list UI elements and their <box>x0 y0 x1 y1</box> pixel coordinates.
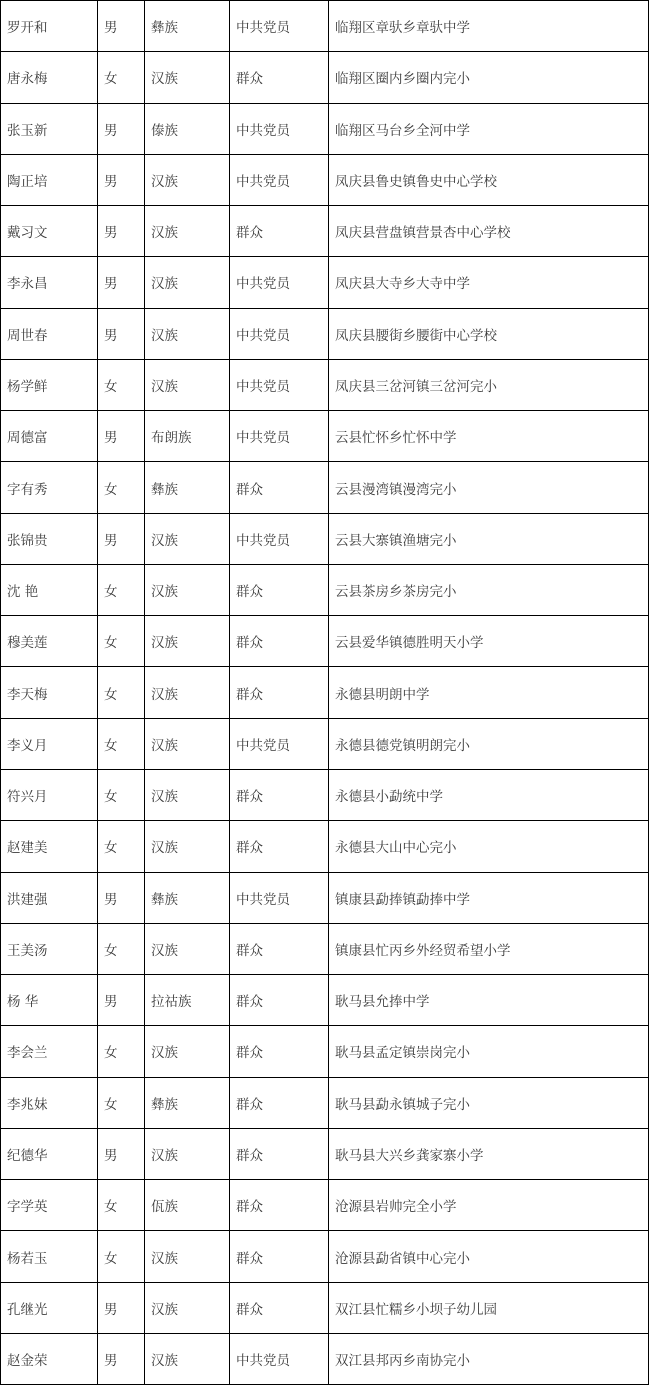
school-cell: 镇康县忙丙乡外经贸希望小学 <box>329 924 649 975</box>
school-cell: 双江县忙糯乡小坝子幼儿园 <box>329 1283 649 1334</box>
gender-cell: 女 <box>98 719 145 770</box>
ethnicity-cell: 汉族 <box>145 770 230 821</box>
table-row <box>1 821 649 872</box>
political-status-cell: 中共党员 <box>230 411 329 462</box>
political-status-cell: 中共党员 <box>230 873 329 924</box>
table-row <box>1 1129 649 1180</box>
political-status-cell: 群众 <box>230 1180 329 1231</box>
gender-cell: 男 <box>98 1283 145 1334</box>
school-cell: 云县漫湾镇漫湾完小 <box>329 462 649 513</box>
table-row <box>1 206 649 257</box>
gender-cell: 男 <box>98 514 145 565</box>
school-cell: 双江县邦丙乡南协完小 <box>329 1334 649 1385</box>
political-status-cell: 群众 <box>230 1078 329 1129</box>
gender-cell: 女 <box>98 1180 145 1231</box>
name-cell: 戴习文 <box>1 206 98 257</box>
political-status-cell: 群众 <box>230 616 329 667</box>
gender-cell: 女 <box>98 821 145 872</box>
school-cell: 耿马县允捧中学 <box>329 975 649 1026</box>
table-row <box>1 1 649 52</box>
political-status-cell: 中共党员 <box>230 719 329 770</box>
school-cell: 永德县大山中心完小 <box>329 821 649 872</box>
name-cell: 杨 华 <box>1 975 98 1026</box>
table-row <box>1 1283 649 1334</box>
ethnicity-cell: 汉族 <box>145 924 230 975</box>
gender-cell: 女 <box>98 667 145 718</box>
school-cell: 沧源县岩帅完全小学 <box>329 1180 649 1231</box>
table-row <box>1 770 649 821</box>
gender-cell: 男 <box>98 873 145 924</box>
political-status-cell: 中共党员 <box>230 360 329 411</box>
ethnicity-cell: 拉祜族 <box>145 975 230 1026</box>
gender-cell: 男 <box>98 1334 145 1385</box>
table-row <box>1 411 649 462</box>
school-cell: 凤庆县大寺乡大寺中学 <box>329 257 649 308</box>
name-cell: 李会兰 <box>1 1026 98 1077</box>
gender-cell: 女 <box>98 1078 145 1129</box>
name-cell: 张锦贵 <box>1 514 98 565</box>
name-cell: 陶正培 <box>1 155 98 206</box>
ethnicity-cell: 汉族 <box>145 360 230 411</box>
name-cell: 赵建美 <box>1 821 98 872</box>
name-cell: 唐永梅 <box>1 52 98 103</box>
gender-cell: 女 <box>98 1231 145 1282</box>
ethnicity-cell: 汉族 <box>145 616 230 667</box>
gender-cell: 男 <box>98 309 145 360</box>
political-status-cell: 群众 <box>230 462 329 513</box>
name-cell: 李义月 <box>1 719 98 770</box>
ethnicity-cell: 汉族 <box>145 514 230 565</box>
name-cell: 李永昌 <box>1 257 98 308</box>
table-row <box>1 1334 649 1385</box>
name-cell: 周德富 <box>1 411 98 462</box>
ethnicity-cell: 汉族 <box>145 1334 230 1385</box>
name-cell: 符兴月 <box>1 770 98 821</box>
school-cell: 耿马县孟定镇崇岗完小 <box>329 1026 649 1077</box>
school-cell: 永德县明朗中学 <box>329 667 649 718</box>
table-row <box>1 1231 649 1282</box>
table-row <box>1 873 649 924</box>
school-cell: 云县爱华镇德胜明天小学 <box>329 616 649 667</box>
political-status-cell: 群众 <box>230 667 329 718</box>
gender-cell: 女 <box>98 462 145 513</box>
name-cell: 王美汤 <box>1 924 98 975</box>
name-cell: 罗开和 <box>1 1 98 52</box>
name-cell: 字有秀 <box>1 462 98 513</box>
political-status-cell: 群众 <box>230 1283 329 1334</box>
political-status-cell: 中共党员 <box>230 309 329 360</box>
political-status-cell: 群众 <box>230 52 329 103</box>
ethnicity-cell: 汉族 <box>145 309 230 360</box>
political-status-cell: 群众 <box>230 821 329 872</box>
school-cell: 云县茶房乡茶房完小 <box>329 565 649 616</box>
ethnicity-cell: 彝族 <box>145 1 230 52</box>
ethnicity-cell: 汉族 <box>145 52 230 103</box>
table-row <box>1 52 649 103</box>
school-cell: 临翔区圈内乡圈内完小 <box>329 52 649 103</box>
table-row <box>1 975 649 1026</box>
political-status-cell: 群众 <box>230 924 329 975</box>
ethnicity-cell: 彝族 <box>145 462 230 513</box>
school-cell: 凤庆县鲁史镇鲁史中心学校 <box>329 155 649 206</box>
political-status-cell: 中共党员 <box>230 1 329 52</box>
school-cell: 凤庆县三岔河镇三岔河完小 <box>329 360 649 411</box>
name-cell: 赵金荣 <box>1 1334 98 1385</box>
table-row <box>1 514 649 565</box>
political-status-cell: 群众 <box>230 206 329 257</box>
political-status-cell: 中共党员 <box>230 514 329 565</box>
table-row <box>1 360 649 411</box>
table-row <box>1 1180 649 1231</box>
ethnicity-cell: 汉族 <box>145 667 230 718</box>
gender-cell: 男 <box>98 104 145 155</box>
ethnicity-cell: 汉族 <box>145 1231 230 1282</box>
school-cell: 永德县德党镇明朗完小 <box>329 719 649 770</box>
table-row <box>1 719 649 770</box>
ethnicity-cell: 汉族 <box>145 1129 230 1180</box>
political-status-cell: 中共党员 <box>230 155 329 206</box>
gender-cell: 女 <box>98 924 145 975</box>
table-row <box>1 104 649 155</box>
political-status-cell: 群众 <box>230 1026 329 1077</box>
ethnicity-cell: 佤族 <box>145 1180 230 1231</box>
political-status-cell: 中共党员 <box>230 104 329 155</box>
name-cell: 周世春 <box>1 309 98 360</box>
school-cell: 耿马县大兴乡龚家寨小学 <box>329 1129 649 1180</box>
school-cell: 云县大寨镇渔塘完小 <box>329 514 649 565</box>
school-cell: 凤庆县营盘镇营景杏中心学校 <box>329 206 649 257</box>
school-cell: 耿马县勐永镇城子完小 <box>329 1078 649 1129</box>
gender-cell: 男 <box>98 257 145 308</box>
name-cell: 李兆妹 <box>1 1078 98 1129</box>
gender-cell: 男 <box>98 206 145 257</box>
name-cell: 孔继光 <box>1 1283 98 1334</box>
gender-cell: 男 <box>98 1 145 52</box>
school-cell: 沧源县勐省镇中心完小 <box>329 1231 649 1282</box>
gender-cell: 女 <box>98 565 145 616</box>
name-cell: 穆美莲 <box>1 616 98 667</box>
ethnicity-cell: 汉族 <box>145 1283 230 1334</box>
political-status-cell: 群众 <box>230 1231 329 1282</box>
school-cell: 永德县小勐统中学 <box>329 770 649 821</box>
table-row <box>1 462 649 513</box>
name-cell: 纪德华 <box>1 1129 98 1180</box>
ethnicity-cell: 汉族 <box>145 565 230 616</box>
ethnicity-cell: 汉族 <box>145 719 230 770</box>
school-cell: 临翔区马台乡全河中学 <box>329 104 649 155</box>
ethnicity-cell: 汉族 <box>145 206 230 257</box>
table-row <box>1 667 649 718</box>
gender-cell: 男 <box>98 1129 145 1180</box>
table-row <box>1 257 649 308</box>
name-cell: 字学英 <box>1 1180 98 1231</box>
ethnicity-cell: 布朗族 <box>145 411 230 462</box>
ethnicity-cell: 汉族 <box>145 155 230 206</box>
gender-cell: 女 <box>98 616 145 667</box>
political-status-cell: 群众 <box>230 975 329 1026</box>
name-cell: 沈 艳 <box>1 565 98 616</box>
table-row <box>1 616 649 667</box>
ethnicity-cell: 彝族 <box>145 873 230 924</box>
political-status-cell: 群众 <box>230 565 329 616</box>
gender-cell: 女 <box>98 52 145 103</box>
name-cell: 张玉新 <box>1 104 98 155</box>
ethnicity-cell: 汉族 <box>145 1026 230 1077</box>
school-cell: 镇康县勐捧镇勐捧中学 <box>329 873 649 924</box>
ethnicity-cell: 汉族 <box>145 821 230 872</box>
school-cell: 凤庆县腰街乡腰街中心学校 <box>329 309 649 360</box>
school-cell: 云县忙怀乡忙怀中学 <box>329 411 649 462</box>
ethnicity-cell: 彝族 <box>145 1078 230 1129</box>
gender-cell: 男 <box>98 975 145 1026</box>
name-cell: 杨若玉 <box>1 1231 98 1282</box>
school-cell: 临翔区章驮乡章驮中学 <box>329 1 649 52</box>
table-row <box>1 924 649 975</box>
table-row <box>1 1078 649 1129</box>
name-cell: 杨学鲜 <box>1 360 98 411</box>
table-row <box>1 1026 649 1077</box>
table-row <box>1 309 649 360</box>
political-status-cell: 中共党员 <box>230 257 329 308</box>
ethnicity-cell: 汉族 <box>145 257 230 308</box>
table-row <box>1 155 649 206</box>
political-status-cell: 中共党员 <box>230 1334 329 1385</box>
political-status-cell: 群众 <box>230 770 329 821</box>
gender-cell: 男 <box>98 411 145 462</box>
name-cell: 洪建强 <box>1 873 98 924</box>
gender-cell: 女 <box>98 360 145 411</box>
ethnicity-cell: 傣族 <box>145 104 230 155</box>
political-status-cell: 群众 <box>230 1129 329 1180</box>
gender-cell: 男 <box>98 155 145 206</box>
gender-cell: 女 <box>98 770 145 821</box>
gender-cell: 女 <box>98 1026 145 1077</box>
table-row <box>1 565 649 616</box>
name-cell: 李天梅 <box>1 667 98 718</box>
